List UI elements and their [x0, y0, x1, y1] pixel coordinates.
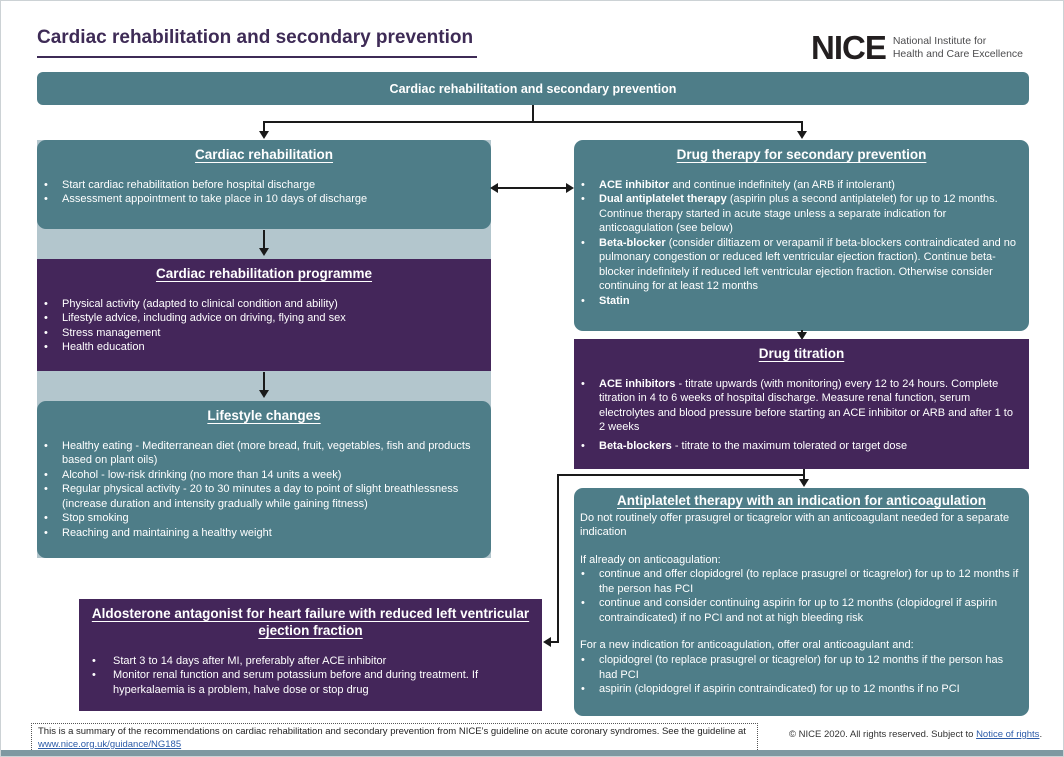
antiplatelet-group1-list — [574, 567, 1029, 625]
nice-logo-word: NICE — [811, 29, 886, 66]
antiplatelet-intro: Do not routinely offer prasugrel or ticagrelor with an anticoagulant needed for a separate indication — [580, 511, 1010, 539]
bullet-item: • aspirin (clopidogrel if aspirin contraindicated) for up to 12 months if no PCI — [581, 683, 960, 696]
bullet-item: • clopidogrel (to replace prasugrel or ticagrelor) for up to 12 months if the person has had PCI — [581, 654, 1004, 681]
bullet-item: • Beta-blockers - titrate to the maximum tolerated or target dose — [581, 439, 908, 452]
box-aldosterone-antagonist — [79, 599, 542, 711]
bullet-item: • Start 3 to 14 days after MI, preferably after ACE inhibitor — [92, 654, 387, 667]
bottom-strip — [1, 750, 1064, 757]
connector-line — [263, 121, 803, 123]
arrow-left-icon — [490, 183, 498, 193]
box-cardiac-rehabilitation-programme — [37, 259, 491, 371]
antiplatelet-group2-list — [574, 653, 1029, 697]
box-antiplatelet-therapy — [574, 488, 1029, 716]
bullet-item: • Dual antiplatelet therapy (aspirin plus a second antiplatelet) for up to 12 months. Continue therapy started in acute stage unless a separate indication for anticoagulation (see below) — [581, 193, 998, 235]
box-heading: Cardiac rehabilitation programme — [155, 266, 373, 281]
arrow-down-icon — [259, 131, 269, 139]
bullet-item: • continue and offer clopidogrel (to replace prasugrel or ticagrelor) for up to 12 months if the person has PCI — [581, 568, 1019, 595]
flowchart-root-banner: Cardiac rehabilitation and secondary prevention — [37, 72, 1029, 105]
drug-titration-list — [574, 377, 1029, 454]
box-heading: Drug therapy for secondary prevention — [676, 147, 927, 162]
lifestyle-list — [37, 439, 491, 541]
bullet-item: • Physical activity (adapted to clinical condition and ability) — [44, 297, 338, 310]
box-heading: Antiplatelet therapy with an indication for anticoagulation — [616, 493, 987, 508]
arrow-down-icon — [259, 248, 269, 256]
cardiac-rehab-list — [37, 178, 491, 207]
bullet-item: • Stop smoking — [44, 512, 129, 525]
arrow-down-icon — [259, 390, 269, 398]
bullet-item: • Stress management — [44, 326, 161, 339]
nice-logo — [811, 31, 1023, 64]
connector-line — [497, 187, 569, 189]
bullet-item: • Regular physical activity - 20 to 30 minutes a day to point of slight breathlessness (increase duration and intensity gradually while gaining fitness) — [44, 483, 459, 510]
connector-line — [263, 230, 265, 248]
antiplatelet-group2-label: For a new indication for anticoagulation, offer oral anticoagulant and: — [580, 639, 914, 652]
connector-line — [263, 372, 265, 390]
bullet-item: • Healthy eating - Mediterranean diet (more bread, fruit, vegetables, fish and products based on plant oils) — [44, 439, 471, 467]
box-heading: Lifestyle changes — [207, 408, 321, 423]
box-cardiac-rehabilitation — [37, 140, 491, 229]
page-title: Cardiac rehabilitation and secondary prevention — [37, 27, 477, 58]
bullet-item: • ACE inhibitors - titrate upwards (with monitoring) every 12 to 24 hours. Complete titration in 4 to 6 weeks of hospital discharge. Measure renal function, serum electrolytes and blood pressure before starting an ACE inhibitor or ARB and after 1 to 2 weeks — [581, 377, 1013, 434]
footer-copyright: © NICE 2020. All rights reserved. Subject to Notice of rights. — [789, 729, 1043, 740]
bullet-item: • continue and consider continuing aspirin for up to 12 months (clopidogrel if aspirin contraindicated) if no PCI and not at high bleeding risk — [581, 597, 998, 624]
guideline-link[interactable]: www.nice.org.uk/guidance/NG185 — [38, 738, 182, 750]
box-drug-titration — [574, 339, 1029, 469]
connector-line — [550, 641, 559, 643]
nice-logo-tagline: National Institute for Health and Care Excellence — [892, 34, 1024, 60]
bullet-item: • Lifestyle advice, including advice on driving, flying and sex — [44, 312, 346, 325]
arrow-right-icon — [566, 183, 574, 193]
aldosterone-list — [79, 654, 542, 698]
bullet-item: • Start cardiac rehabilitation before hospital discharge — [44, 178, 316, 191]
arrow-down-icon — [797, 131, 807, 139]
bullet-item: • Monitor renal function and serum potassium before and during treatment. If hyperkalaemia is a problem, halve dose or stop drug — [92, 669, 479, 696]
bullet-item: • Health education — [44, 341, 145, 354]
box-heading: Cardiac rehabilitation — [194, 147, 334, 162]
connector-line — [532, 105, 534, 122]
connector-line — [557, 474, 805, 476]
bullet-item: • Reaching and maintaining a healthy weight — [44, 526, 272, 539]
footer-summary: This is a summary of the recommendations on cardiac rehabilitation and secondary prevention from NICE’s guideline on acute coronary syndromes. See the guideline at www.nice.org.uk/guidance/NG185 — [31, 723, 758, 752]
bullet-item: • Assessment appointment to take place in 10 days of discharge — [44, 193, 368, 206]
bullet-item: • Alcohol - low-risk drinking (no more than 14 units a week) — [44, 468, 342, 481]
notice-of-rights-link[interactable]: Notice of rights — [976, 729, 1040, 740]
bullet-item: • ACE inhibitor and continue indefinitely (an ARB if intolerant) — [581, 178, 895, 191]
antiplatelet-group1-label: If already on anticoagulation: — [580, 553, 721, 566]
box-drug-therapy — [574, 140, 1029, 331]
box-lifestyle-changes — [37, 401, 491, 558]
arrow-down-icon — [799, 479, 809, 487]
rehab-programme-list — [37, 297, 491, 355]
drug-therapy-list — [574, 178, 1029, 309]
arrow-left-icon — [543, 637, 551, 647]
box-heading: Drug titration — [758, 346, 845, 361]
box-heading: Aldosterone antagonist for heart failure with reduced left ventricular ejection fraction — [91, 606, 530, 638]
connector-line — [557, 474, 559, 643]
bullet-item: • Statin — [581, 295, 630, 307]
bullet-item: • Beta-blocker (consider diltiazem or verapamil if beta-blockers contraindicated and no pulmonary congestion or reduced left ventricular ejection fraction). Continue beta-blocker indefinitely if reduced left ventricular ejection fraction. Otherwise consider continuing for at least 12 months — [581, 236, 1016, 293]
